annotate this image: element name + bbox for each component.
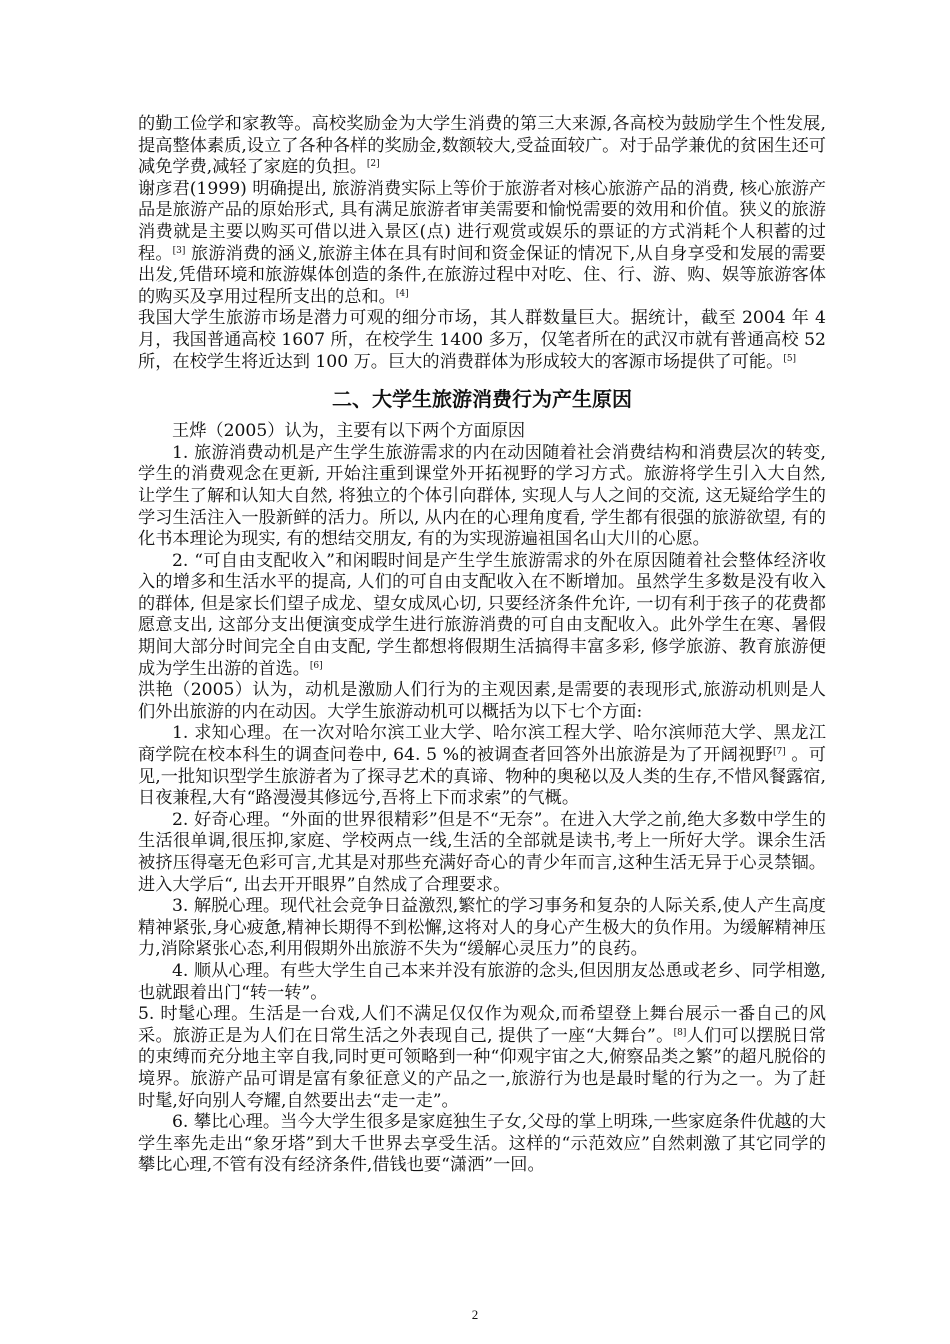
citation-ref: [7]	[772, 747, 786, 758]
paragraph-funding-sources	[138, 114, 826, 179]
paragraph-text: 1. 求知心理。在一次对哈尔滨工业大学、哈尔滨工程大学、哈尔滨师范大学、黑龙江商学院在校本科生的调查问卷中, 64. 5 %的被调查者回答外出旅游是为了开阔视野	[138, 723, 826, 766]
citation-ref: [4]	[395, 288, 409, 299]
paragraph-text: 3. 解脱心理。现代社会竞争日益激烈,繁忙的学习事务和复杂的人际关系,使人产生高度精神紧张,身心疲惫,精神长期得不到松懈,这将对人的身心产生极大的负作用。为缓解精神压力,消除紧张心态,利用假期外出旅游不失为“缓解心灵压力”的良药。	[138, 896, 826, 960]
paragraph-motive-knowledge	[138, 723, 826, 809]
paragraph-motive-fashion	[138, 1004, 826, 1112]
citation-ref: [2]	[366, 159, 380, 170]
paragraph-text: 王烨（2005）认为，主要有以下两个方面原因	[172, 421, 526, 442]
paragraph-market-size	[138, 308, 826, 373]
paragraph-motive-conformity	[138, 961, 826, 1004]
section-heading: 二、大学生旅游消费行为产生原因	[332, 387, 632, 412]
paragraph-motive-comparison	[138, 1112, 826, 1177]
citation-ref: [6]	[309, 660, 323, 671]
citation-ref: [5]	[783, 353, 797, 364]
paragraph-reason-2	[138, 551, 826, 681]
document-body	[138, 114, 826, 1177]
paragraph-text: 谢彦君(1999) 明确提出, 旅游消费实际上等价于旅游者对核心旅游产品的消费, 核心旅游产品是旅游产品的原始形式, 具有满足旅游者审美需要和愉悦需要的效用和价值。狭义的旅游消费就是主要以购买可借以进入景区(点) 进行观赏或娱乐的票证的方式消耗个人积蓄的过程。	[138, 178, 826, 264]
paragraph-text: 洪艳（2005）认为，动机是激励人们行为的主观因素,是需要的表现形式,旅游动机则是人们外出旅游的内在动因。大学生旅游动机可以概括为以下七个方面:	[138, 680, 826, 722]
paragraph-hong-yan	[138, 680, 826, 723]
paragraph-text: 5. 时髦心理。生活是一台戏,人们不满足仅仅作为观众,而希望登上舞台展示一番自己的风采。旅游正是为人们在日常生活之外表现自己, 提供了一座“大舞台”。	[138, 1004, 826, 1046]
paragraph-text-tail: 。可见,一批知识型学生旅游者为了探寻艺术的真谛、物种的奥秘以及人类的生存,不惜风餐露宿,日夜兼程,大有“路漫漫其修远兮,吾将上下而求索”的气概。	[138, 745, 826, 809]
paragraph-text-tail: 人们可以摆脱日常的束缚而充分地主宰自我,同时更可领略到一种“仰观宇宙之大,俯察品类之繁”的超凡脱俗的境界。旅游产品可谓是富有象征意义的产品之一,旅游行为也是最时髦的行为之一。为了赶时髦,好向别人夸耀,自然要出去“走一走”。	[138, 1025, 826, 1111]
paragraph-text: 的勤工俭学和家教等。高校奖励金为大学生消费的第三大来源,各高校为鼓励学生个性发展,提高整体素质,设立了各种各样的奖励金,数额较大,受益面较广。对于品学兼优的贫困生还可减免学费,减轻了家庭的负担。	[138, 114, 826, 178]
citation-ref: [8]	[673, 1027, 687, 1038]
paragraph-text: 我国大学生旅游市场是潜力可观的细分市场，其人群数量巨大。据统计，截至 2004 年 4 月，我国普通高校 1607 所，在校学生 1400 多万，仅笔者所在的武汉市就有普通高校 52 所，在校学生将近达到 100 万。巨大的消费群体为形成较大的客源市场提供了可能。	[138, 308, 826, 372]
paragraph-text: 2. “可自由支配收入”和闲暇时间是产生学生旅游需求的外在原因随着社会整体经济收入的增多和生活水平的提高, 人们的可自由支配收入在不断增加。虽然学生多数是没有收入的群体, 但是家长们望子成龙、望女成凤心切, 只要经济条件允许, 一切有利于孩子的花费都愿意支出, 这部分支出便演变成学生进行旅游消费的可自由支配收入。此外学生在寒、暑假期间大部分时间完全自由支配, 学生都想将假期生活搞得丰富多彩, 修学旅游、教育旅游便成为学生出游的首选。	[138, 550, 826, 679]
paragraph-text: 1. 旅游消费动机是产生学生旅游需求的内在动因随着社会消费结构和消费层次的转变, 学生的消费观念在更新, 开始注重到课堂外开拓视野的学习方式。旅游将学生引入大自然, 让学生了解和认知大自然, 将独立的个体引向群体, 实现人与人之间的交流, 这无疑给学生的学习生活注入一股新鲜的活力。所以, 从内在的心理角度看, 学生都有很强的旅游欲望, 有的化书本理论为现实, 有的想结交朋友, 有的为实现游遍祖国名山大川的心愿。	[138, 442, 826, 550]
paragraph-reason-1	[138, 443, 826, 551]
paragraph-xie-yanjun	[138, 179, 826, 309]
page-number: 2	[471, 1307, 479, 1322]
citation-ref: [3]	[172, 245, 186, 256]
paragraph-text-tail: 旅游消费的涵义,旅游主体在具有时间和资金保证的情况下,从自身享受和发展的需要出发,凭借环境和旅游媒体创造的条件,在旅游过程中对吃、住、行、游、购、娱等旅游客体的购买及享用过程所支出的总和。	[138, 243, 826, 307]
paragraph-wang-ye	[138, 421, 826, 443]
paragraph-text: 2. 好奇心理。“外面的世界很精彩”但是不“无奈”。在进入大学之前,绝大多数中学生的生活很单调,很压抑,家庭、学校两点一线,生活的全部就是读书,考上一所好大学。课余生活被挤压得毫无色彩可言,尤其是对那些充满好奇心的青少年而言,这种生活无异于心灵禁锢。进入大学后“, 出去开开眼界”自然成了合理要求。	[138, 809, 826, 895]
paragraph-text: 6. 攀比心理。当今大学生很多是家庭独生子女,父母的掌上明珠,一些家庭条件优越的大学生率先走出“象牙塔”到大千世界去享受生活。这样的“示范效应”自然刺激了其它同学的攀比心理,不管有没有经济条件,借钱也要“潇洒”一回。	[138, 1112, 826, 1176]
paragraph-motive-relief	[138, 896, 826, 961]
paragraph-text: 4. 顺从心理。有些大学生自己本来并没有旅游的念头,但因朋友怂恿或老乡、同学相邀,也就跟着出门“转一转”。	[138, 960, 826, 1003]
paragraph-motive-curiosity	[138, 810, 826, 896]
